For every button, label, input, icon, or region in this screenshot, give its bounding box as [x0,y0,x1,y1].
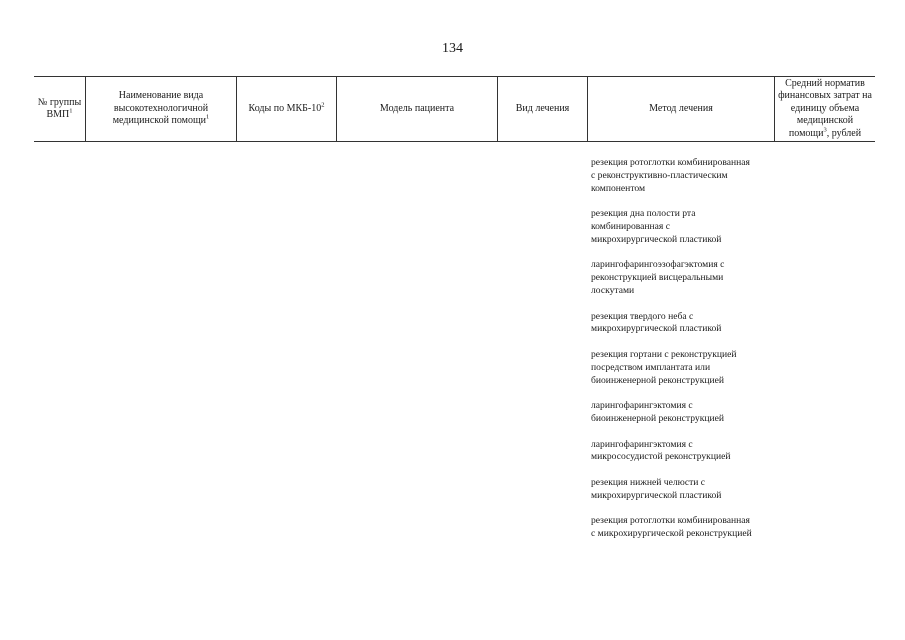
header-average-cost [775,77,875,141]
header-care-type-name-label: Наименование вида высокотехнологичной медицинской помощи [112,90,209,127]
treatment-method-item: резекция твердого неба с микрохирургической пластикой [591,310,722,335]
header-group-number-label: № группы ВМП [37,96,82,120]
treatment-method-item: резекция гортани с реконструкцией посредством имплантата или биоинженерной реконструкцией [591,348,737,386]
header-average-cost-unit: , рублей [826,127,862,139]
header-treatment-type [498,77,588,141]
footnote-1-marker: 1 [69,107,73,115]
header-icd-codes [237,77,337,141]
treatment-method-item: ларингофарингэктомия с микрососудистой реконструкцией [591,438,731,463]
treatment-method-item: резекция ротоглотки комбинированная с реконструктивно-пластическим компонентом [591,157,750,194]
treatment-method-item: резекция нижней челюсти с микрохирургической пластикой [591,476,722,501]
header-patient-model-label: Модель пациента [379,102,455,114]
header-average-cost-label: Средний норматив финансовых затрат на единицу объема медицинской помощи [778,77,872,139]
header-patient-model [337,77,498,141]
header-treatment-method [588,77,775,141]
header-icd-codes-label: Коды по МКБ-10 [248,102,322,114]
header-treatment-type-label: Вид лечения [515,102,570,114]
header-care-type-name [86,77,237,141]
treatment-methods-list [591,157,791,554]
treatment-method-item: резекция дна полости рта комбинированная с микрохирургической пластикой [591,208,722,245]
treatment-method-item: резекция ротоглотки комбинированная с микрохирургической реконструкцией [591,515,752,540]
footnote-3-marker: 3 [823,126,827,134]
footnote-1-marker: 1 [206,113,210,121]
header-group-number [34,77,86,141]
treatment-method-item: ларингофарингоэзофагэктомия с реконструкцией висцеральными лоскутами [591,259,725,296]
page-number: 134 [442,41,463,56]
treatment-method-item: ларингофарингэктомия с биоинженерной реконструкцией [591,400,725,424]
footnote-2-marker: 2 [321,101,325,109]
table-header [34,76,875,142]
header-treatment-method-label: Метод лечения [649,102,713,114]
